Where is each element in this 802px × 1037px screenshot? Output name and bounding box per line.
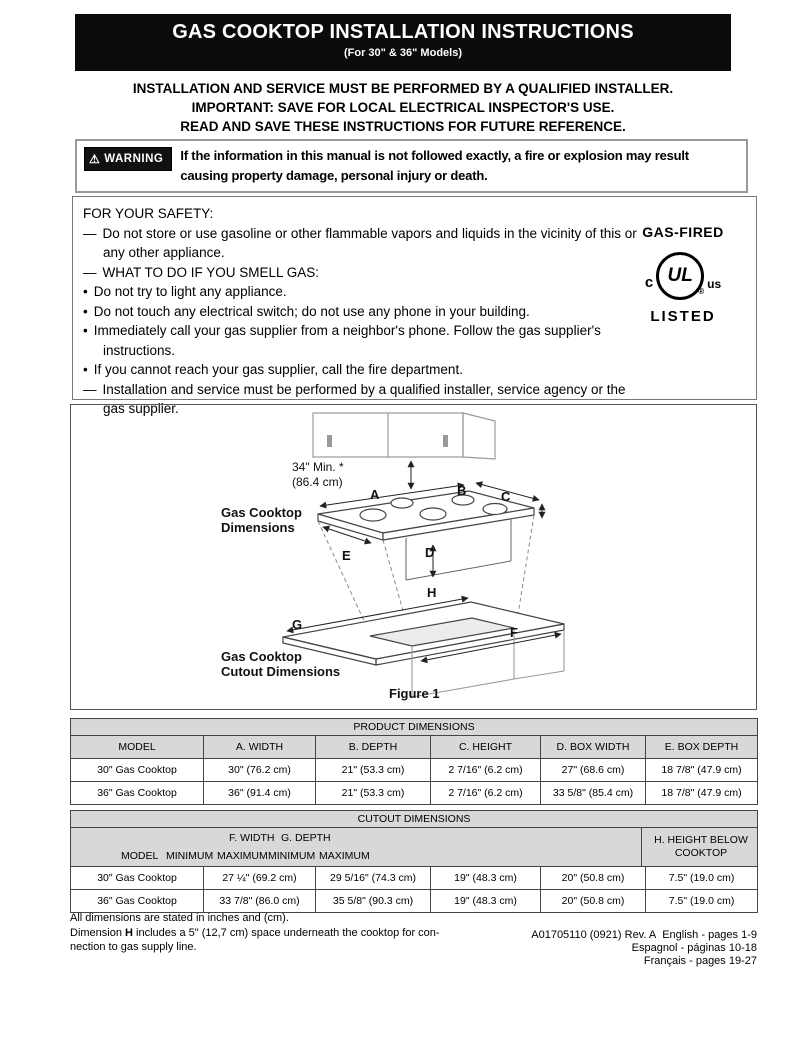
notice-line-2: IMPORTANT: SAVE FOR LOCAL ELECTRICAL INSPECTOR'S USE.: [191, 100, 615, 115]
item-text: Do not store or use gasoline or other flammable vapors and liquids in the vicinity of this or any other appliance.: [102, 225, 637, 260]
header-divider: [641, 828, 642, 866]
table-cell: 20" (50.8 cm): [541, 890, 646, 913]
item-text: If you cannot reach your gas supplier, call the fire department.: [93, 362, 463, 377]
notice-line-1: INSTALLATION AND SERVICE MUST BE PERFORMED BY A QUALIFIED INSTALLER.: [132, 81, 674, 96]
figure-caption: Figure 1: [389, 686, 440, 701]
dimension-h-note-cont: nection to gas supply line.: [70, 941, 197, 953]
table-caption: PRODUCT DIMENSIONS: [71, 719, 758, 736]
column-header: MODEL: [71, 736, 204, 759]
item-text: Immediately call your gas supplier from a neighbor's phone. Follow the gas supplier's instructions.: [93, 323, 601, 358]
cooktop-dimensions-label-1: Gas Cooktop: [221, 505, 302, 520]
table-header-row: [71, 828, 758, 867]
table-cell: 2 7/16" (6.2 cm): [431, 759, 541, 782]
g-depth-header: G. DEPTH: [281, 832, 331, 844]
maximum-header-2: MAXIMUM: [319, 850, 370, 862]
column-header: A. WIDTH: [204, 736, 316, 759]
language-pages-en: English - pages 1-9: [662, 929, 757, 941]
ul-logo: [622, 252, 744, 300]
minimum-header-2: MINIMUM: [268, 850, 316, 862]
cutout-header-area: [71, 828, 758, 867]
table-cell: 27 ¼" (69.2 cm): [204, 867, 316, 890]
table-cell: 27" (68.6 cm): [541, 759, 646, 782]
min-height-cm-label: (86.4 cm): [292, 475, 343, 489]
doc-number-line: [417, 929, 757, 942]
doc-subtitle: (For 30" & 36" Models): [343, 47, 462, 59]
figure-box: [70, 404, 757, 710]
cutout-dimensions-table: [70, 810, 757, 913]
min-height-dimension: [292, 460, 411, 489]
item-marker: •: [83, 362, 88, 377]
gas-fired-label: GAS-FIRED: [642, 224, 724, 240]
item-marker: •: [83, 303, 88, 319]
dim-label-h: H: [427, 585, 437, 600]
table-cell: 21" (53.3 cm): [316, 759, 431, 782]
item-marker: •: [83, 323, 88, 338]
product-dimensions-table: [70, 718, 757, 805]
safety-box: [72, 196, 757, 416]
safety-item: [83, 282, 638, 302]
dimension-h-note-prefix: Dimension: [70, 926, 126, 939]
item-marker: •: [83, 284, 88, 299]
warning-badge-label: WARNING: [104, 153, 164, 165]
language-pages-fr: Français - pages 19-27: [643, 955, 757, 967]
table-header-row: [71, 736, 758, 759]
safety-item: [83, 321, 638, 360]
table-cell: 7.5" (19.0 cm): [646, 890, 758, 913]
table-cell: 2 7/16" (6.2 cm): [431, 782, 541, 805]
table-cell: 36" (91.4 cm): [204, 782, 316, 805]
warning-text: If the information in this manual is not followed exactly, a fire or explosion may result causing property damage, personal injury or death.: [180, 148, 689, 183]
item-marker: —: [83, 381, 97, 397]
table-cell: 21" (53.3 cm): [316, 782, 431, 805]
table-cell: 36" Gas Cooktop: [71, 782, 204, 805]
table-cell: 33 7/8" (86.0 cm): [204, 890, 316, 913]
table-cell: 30" Gas Cooktop: [71, 759, 204, 782]
footer-doc-info: [417, 929, 757, 968]
dimension-h-note-rest: includes a 5" (12,7 cm) space underneath the cooktop for con-: [132, 926, 440, 939]
table-row: [71, 782, 758, 805]
warning-box: [75, 139, 748, 193]
item-text: Do not touch any electrical switch; do not use any phone in your building.: [93, 303, 530, 319]
table-cell: 18 7/8" (47.9 cm): [646, 782, 758, 805]
wall-cabinet-sketch: [313, 413, 495, 459]
dim-label-f: F: [510, 625, 518, 640]
item-marker: —: [83, 264, 97, 280]
model-header: MODEL: [121, 850, 159, 862]
dimensions-note: All dimensions are stated in inches and (cm).: [70, 912, 289, 924]
table-cell: 35 5/8" (90.3 cm): [316, 890, 431, 913]
table-cell: 18 7/8" (47.9 cm): [646, 759, 758, 782]
doc-title-banner: [75, 14, 731, 71]
table-cell: 30" (76.2 cm): [204, 759, 316, 782]
dim-label-a: A: [370, 487, 380, 502]
column-header: B. DEPTH: [316, 736, 431, 759]
dim-label-g: G: [292, 617, 303, 632]
doc-title: GAS COOKTOP INSTALLATION INSTRUCTIONS: [172, 21, 634, 43]
table-cell: 7.5" (19.0 cm): [646, 867, 758, 890]
ul-certification-block: [622, 223, 744, 326]
cooktop-dimensions-label-2: Dimensions: [221, 520, 295, 535]
dim-label-b: B: [457, 483, 467, 498]
safety-item: [83, 302, 638, 322]
notice-line-3: READ AND SAVE THESE INSTRUCTIONS FOR FUTURE REFERENCE.: [180, 119, 626, 134]
h-height-header: H. HEIGHT BELOW COOKTOP: [654, 834, 748, 859]
language-pages-es: Espagnol - páginas 10-18: [631, 942, 757, 954]
column-header: D. BOX WIDTH: [541, 736, 646, 759]
ul-logo-us-label: us: [707, 277, 722, 291]
dim-label-e: E: [342, 548, 351, 563]
table-cell: 29 5/16" (74.3 cm): [316, 867, 431, 890]
safety-title: FOR YOUR SAFETY:: [83, 206, 214, 221]
listed-label: LISTED: [650, 307, 716, 325]
table-caption: CUTOUT DIMENSIONS: [71, 811, 758, 828]
min-height-label: 34" Min. *: [292, 460, 344, 474]
table-row: [71, 867, 758, 890]
table-cell: 30" Gas Cooktop: [71, 867, 204, 890]
doc-number: A01705110 (0921) Rev. A: [531, 929, 657, 941]
table-row: [71, 759, 758, 782]
safety-item: [83, 360, 638, 380]
minimum-header-1: MINIMUM: [166, 850, 214, 862]
dim-label-c: C: [501, 489, 511, 504]
cutout-dimensions-label-2: Cutout Dimensions: [221, 664, 341, 679]
item-marker: —: [83, 225, 97, 241]
ul-logo-letters: UL: [667, 264, 693, 286]
safety-item: [83, 224, 638, 263]
cutout-sketch: [283, 602, 564, 665]
item-text: Installation and service must be performed by a qualified installer, service agency or the gas supplier.: [102, 381, 626, 416]
ul-registered-mark: ®: [698, 287, 705, 296]
installation-diagram: [71, 405, 756, 709]
column-header: C. HEIGHT: [431, 736, 541, 759]
ul-logo-circle: [656, 252, 704, 300]
notice-block: [72, 79, 734, 136]
table-cell: 36" Gas Cooktop: [71, 890, 204, 913]
table-cell: 20" (50.8 cm): [541, 867, 646, 890]
cutout-dimensions-label-1: Gas Cooktop: [221, 649, 302, 664]
table-row: [71, 890, 758, 913]
item-text: WHAT TO DO IF YOU SMELL GAS:: [102, 264, 320, 280]
safety-item: [83, 263, 638, 283]
table-cell: 19" (48.3 cm): [431, 890, 541, 913]
f-width-header: F. WIDTH: [229, 832, 275, 844]
column-header: E. BOX DEPTH: [646, 736, 758, 759]
dimension-h-note-bold: H: [125, 926, 133, 939]
maximum-header-1: MAXIMUM: [217, 850, 268, 862]
ul-logo-c-label: c: [644, 274, 654, 291]
safety-text: [83, 204, 638, 419]
table-cell: 33 5/8" (85.4 cm): [541, 782, 646, 805]
warning-triangle-icon: ⚠: [89, 152, 101, 166]
warning-badge: [84, 147, 172, 171]
dim-label-d: D: [425, 545, 435, 560]
item-text: Do not try to light any appliance.: [93, 284, 287, 299]
table-cell: 19" (48.3 cm): [431, 867, 541, 890]
